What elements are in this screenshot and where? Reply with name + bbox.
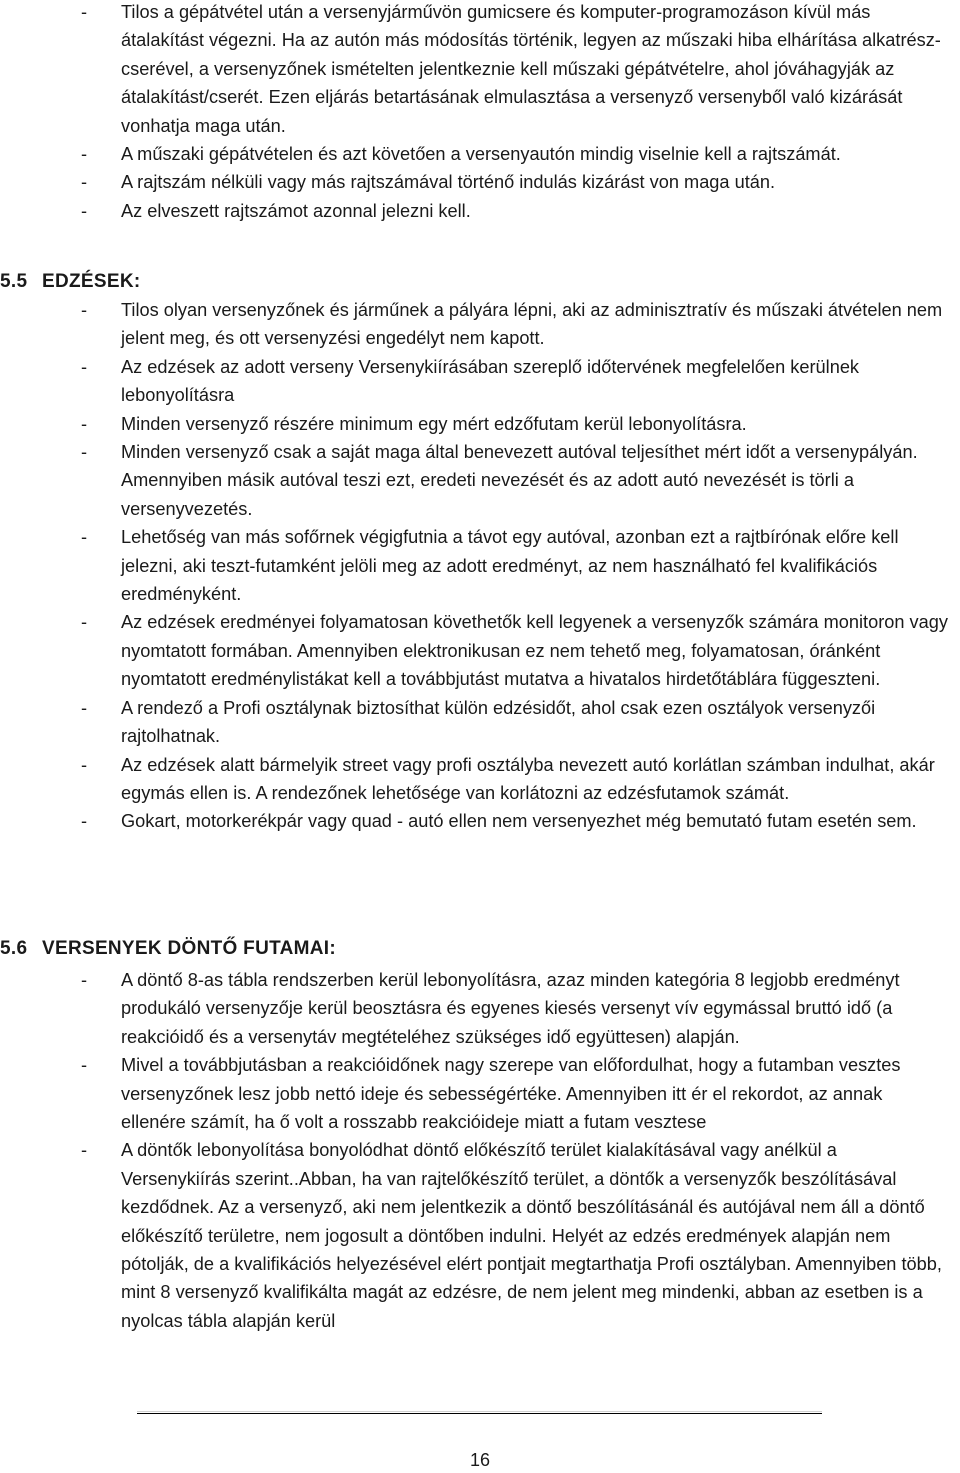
- list-item: [0, 694, 960, 751]
- bullet-dash: -: [81, 172, 88, 193]
- top-bullet-list: [0, 0, 960, 225]
- edzesek-bullet-list: [0, 296, 960, 836]
- list-item: [0, 296, 960, 353]
- list-item: [0, 1136, 960, 1335]
- list-item-text: Minden versenyző csak a saját maga által benevezett autóval teljesíthet mért időt a versenypályán. Amennyiben másik autóval teszi ezt, eredeti nevezését és az adott autó nevezését is törli a versenyvezetés.: [121, 442, 918, 519]
- list-item: [0, 353, 960, 410]
- bullet-dash: -: [81, 2, 88, 22]
- list-item-text: Lehetőség van más sofőrnek végigfutnia a távot egy autóval, azonban ezt a rajtbírónak előre kell jelezni, aki teszt-futamként jelöli meg az adott eredményt, az nem használható fel kvalifikációs eredményként.: [121, 527, 899, 605]
- bullet-dash: -: [81, 300, 88, 320]
- list-item: [0, 140, 960, 168]
- bullet-dash: -: [81, 1055, 88, 1076]
- list-item-text: A rajtszám nélküli vagy más rajtszámával történő indulás kizárást von maga után.: [121, 172, 776, 193]
- section-number: 5.6: [0, 938, 28, 959]
- list-item-text: Az edzések az adott verseny Versenykiírásában szereplő időtervének megfelelően kerülnek lebonyolításra: [121, 356, 860, 406]
- list-item: [0, 197, 960, 225]
- bullet-dash: -: [81, 1140, 88, 1161]
- list-item-text: Az edzések eredményei folyamatosan követhetők kell legyenek a versenyzők számára monitoron vagy nyomtatott formában. Amennyiben elektronikusan ez nem tehető meg, folyamatosan, óránként nyomtatott eredménylistákat kell a továbbjutást mutatva a hivatalos hirdetőtáblára függeszteni.: [121, 612, 948, 690]
- bullet-dash: -: [81, 442, 88, 463]
- section-heading-donto-futamai: [0, 935, 336, 963]
- footer-rule: [137, 1413, 822, 1414]
- list-item: [0, 523, 960, 608]
- bullet-dash: -: [81, 970, 88, 990]
- list-item-text: A műszaki gépátvételen és azt követően a versenyautón mindig viselnie kell a rajtszámát.: [121, 144, 841, 165]
- page-number: 16: [469, 1450, 491, 1470]
- section-number: 5.5: [0, 271, 28, 292]
- section-title: VERSENYEK DÖNTŐ FUTAMAI:: [42, 938, 336, 959]
- bullet-dash: -: [81, 612, 88, 633]
- list-item-text: Az elveszett rajtszámot azonnal jelezni kell.: [121, 200, 471, 221]
- bullet-dash: -: [81, 754, 88, 775]
- list-item-text: Tilos olyan versenyzőnek és járműnek a pályára lépni, aki az adminisztratív és műszaki átvételen nem jelent meg, és ott versenyzési engedélyt nem kapott.: [121, 300, 943, 349]
- footer-rule-shadow: [137, 1411, 822, 1412]
- list-item-text: Minden versenyző részére minimum egy mért edzőfutam kerül lebonyolításra.: [121, 413, 747, 434]
- list-item: [0, 1051, 960, 1136]
- list-item: [0, 410, 960, 438]
- list-item-text: Az edzések alatt bármelyik street vagy profi osztályba nevezett autó korlátlan számban indulhat, akár egymás ellen is. A rendezőnek lehetősége van korlátozni az edzésfutamok számát.: [121, 754, 935, 803]
- list-item: [0, 807, 960, 835]
- list-item: [0, 966, 960, 1051]
- section-heading-edzesek: [0, 268, 140, 296]
- bullet-dash: -: [81, 413, 88, 434]
- list-item-text: A döntők lebonyolítása bonyolódhat döntő előkészítő terület kialakításával vagy anélkül a Versenykiírás szerint..Abban, ha van rajtelőkészítő terület, a döntők a versenyzők beszólításával kezdődnek. Az a versenyző, aki nem jelentkezik a döntő beszólításánál és autójával nem áll a döntő előkészítő területre, nem jogosult a döntőben indulni. Helyét az edzés eredmények alapján nem pótolják, de a kvalifikációs helyezésével elért pontjait megtarthatja Profi osztályban. Amennyiben több, mint 8 versenyző kvalifikálta magát az edzésre, de nem jelent meg mindenki, abban az esetben is a nyolcas tábla alapján kerül: [121, 1140, 942, 1331]
- list-item: [0, 438, 960, 523]
- list-item-text: Mivel a továbbjutásban a reakcióidőnek nagy szerepe van előfordulhat, hogy a futamban vesztes versenyzőnek lesz jobb nettó ideje és sebességértéke. Amennyiben itt ér el rekordot, az annak ellenére számít, ha ő volt a rosszabb reakcióideje miatt a futam vesztese: [121, 1055, 901, 1133]
- list-item: [0, 168, 960, 196]
- list-item: [0, 0, 960, 140]
- bullet-dash: -: [81, 811, 88, 832]
- bullet-dash: -: [81, 697, 88, 718]
- list-item: [0, 608, 960, 693]
- list-item: [0, 751, 960, 808]
- bullet-dash: -: [81, 356, 88, 377]
- bullet-dash: -: [81, 527, 88, 548]
- bullet-dash: -: [81, 144, 88, 165]
- section-title: EDZÉSEK:: [42, 271, 141, 292]
- bullet-dash: -: [81, 200, 88, 221]
- list-item-text: A rendező a Profi osztálynak biztosíthat külön edzésidőt, ahol csak ezen osztályok versenyzői rajtolhatnak.: [121, 697, 876, 747]
- list-item-text: A döntő 8-as tábla rendszerben kerül lebonyolításra, azaz minden kategória 8 legjobb eredményt produkáló versenyzője kerül beosztásra és egyenes kiesés versenyt vív egymással bruttó idő (a reakcióidő és a versenytáv megtételéhez szükséges idő együttesen) alapján.: [121, 970, 900, 1047]
- donto-bullet-list: [0, 966, 960, 1335]
- list-item-text: Tilos a gépátvétel után a versenyjárművön gumicsere és komputer-programozáson kívül más átalakítást végezni. Ha az autón más módosítás történik, legyen az műszaki hiba elhárítása alkatrész-cserével, a versenyzőnek ismételten jelentkeznie kell műszaki gépátvételre, ahol jóváhagyják az átalakítást/cserét. Ezen eljárás betartásának elmulasztása a versenyző versenyből való kizárását vonhatja maga után.: [121, 2, 941, 136]
- list-item-text: Gokart, motorkerékpár vagy quad - autó ellen nem versenyezhet még bemutató futam esetén sem.: [121, 811, 917, 832]
